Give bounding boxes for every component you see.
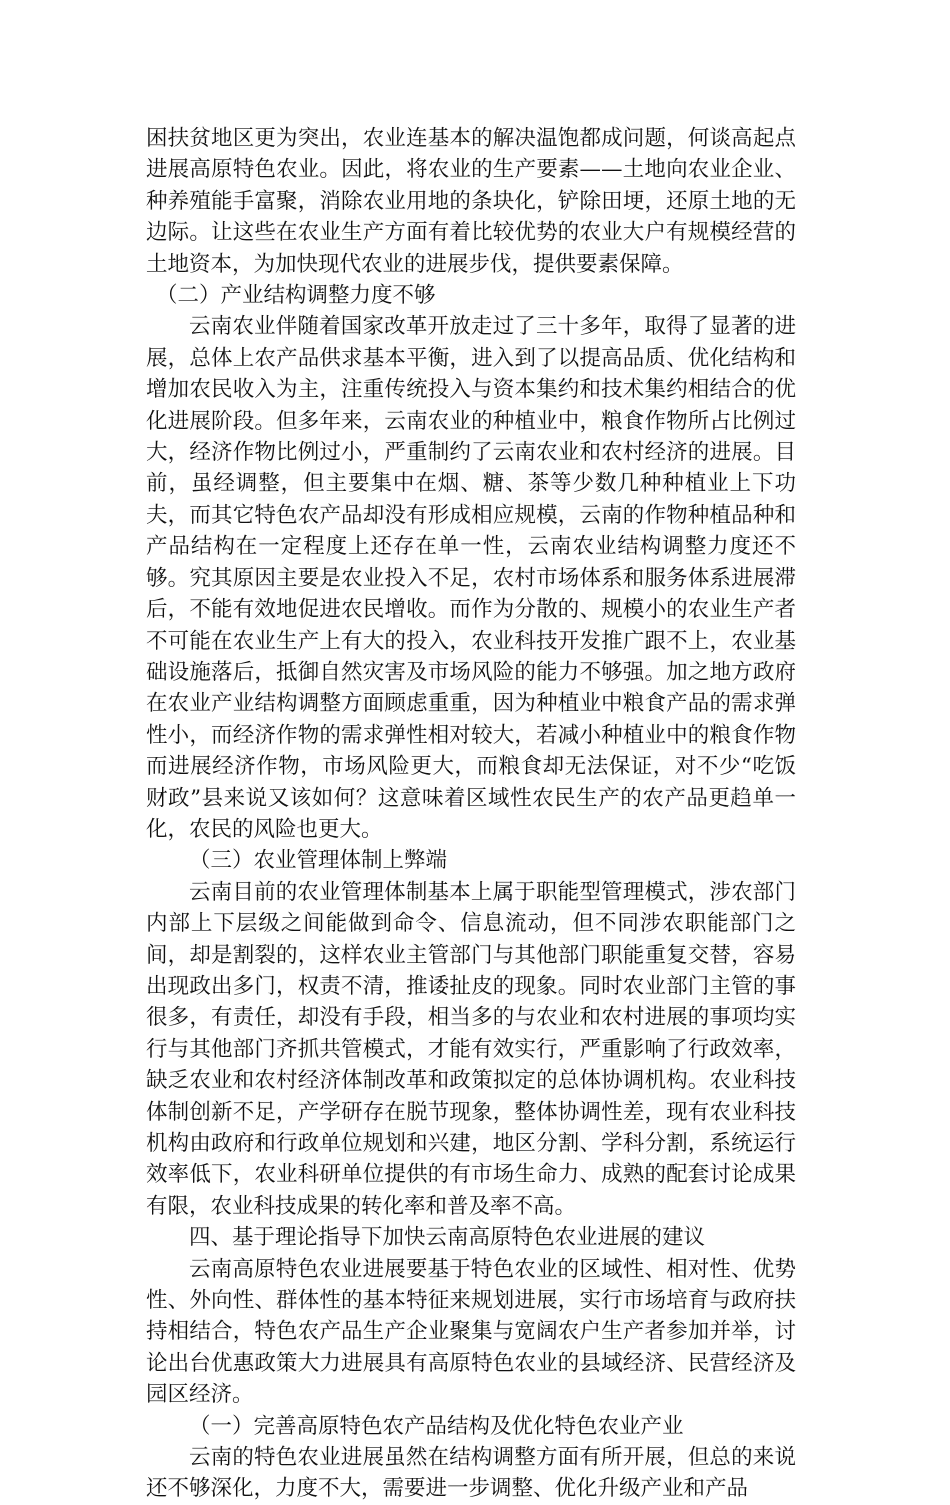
section-heading-recommendations: 四、基于理论指导下加快云南高原特色农业进展的建议 [189,1225,706,1251]
paragraph-recommendations: 云南高原特色农业进展要基于特色农业的区域性、相对性、优势性、外向性、群体性的基本特征来规划进展，实行市场培育与政府扶持相结合，特色农产品生产企业聚集与宽阔农户生产者参加并举，讨论出台优惠政策大力进展具有高原特色农业的县域经济、民营经济及园区经济。 [146,1256,796,1408]
section-heading-product-structure: （一）完善高原特色农产品结构及优化特色农业产业 [189,1413,684,1439]
document-page [146,123,796,1505]
paragraph-management-system: 云南目前的农业管理体制基本上属于职能型管理模式，涉农部门内部上下层级之间能做到命令、信息流动，但不同涉农职能部门之间，却是割裂的，这样农业主管部门与其他部门职能重复交替，容易出现政出多门，权责不清，推诿扯皮的现象。同时农业部门主管的事很多，有责任，却没有手段，相当多的与农业和农村进展的事项均实行与其他部门齐抓共管模式，才能有效实行，严重影响了行政效率，缺乏农业和农村经济体制改革和政策拟定的总体协调机构。农业科技体制创新不足，产学研存在脱节现象，整体协调性差，现有农业科技机构由政府和行政单位规划和兴建，地区分割、学科分割，系统运行效率低下，农业科研单位提供的有市场生命力、成熟的配套讨论成果有限，农业科技成果的转化率和普及率不高。 [146,879,796,1219]
section-heading-industry-structure: （二）产业结构调整力度不够 [156,283,436,309]
paragraph-product-structure: 云南的特色农业进展虽然在结构调整方面有所开展，但总的来说还不够深化，力度不大，需要进一步调整、优化升级产业和产品 [146,1445,796,1502]
paragraph-industry-structure: 云南农业伴随着国家改革开放走过了三十多年，取得了显著的进展，总体上农产品供求基本平衡，进入到了以提高品质、优化结构和增加农民收入为主，注重传统投入与资本集约和技术集约相结合的优化进展阶段。但多年来，云南农业的种植业中，粮食作物所占比例过大，经济作物比例过小，严重制约了云南农业和农村经济的进展。目前，虽经调整，但主要集中在烟、糖、茶等少数几种种植业上下功夫，而其它特色农产品却没有形成相应规模，云南的作物种植品种和产品结构在一定程度上还存在单一性，云南农业结构调整力度还不够。究其原因主要是农业投入不足，农村市场体系和服务体系进展滞后，不能有效地促进农民增收。而作为分散的、规模小的农业生产者不可能在农业生产上有大的投入，农业科技开发推广跟不上，农业基础设施落后，抵御自然灾害及市场风险的能力不够强。加之地方政府在农业产业结构调整方面顾虑重重，因为种植业中粮食产品的需求弹性小，而经济作物的需求弹性相对较大，若减小种植业中的粮食作物而进展经济作物，市场风险更大，而粮食却无法保证，对不少“吃饭财政”县来说又该如何？这意味着区域性农民生产的农产品更趋单一化，农民的风险也更大。 [146,314,796,842]
section-heading-management-system: （三）农业管理体制上弊端 [189,848,448,874]
paragraph-continuation: 困扶贫地区更为突出，农业连基本的解决温饱都成问题，何谈高起点进展高原特色农业。因此，将农业的生产要素——土地向农业企业、种养殖能手富聚，消除农业用地的条块化，铲除田埂，还原土地的无边际。让这些在农业生产方面有着比较优势的农业大户有规模经营的土地资本，为加快现代农业的进展步伐，提供要素保障。 [146,126,796,277]
